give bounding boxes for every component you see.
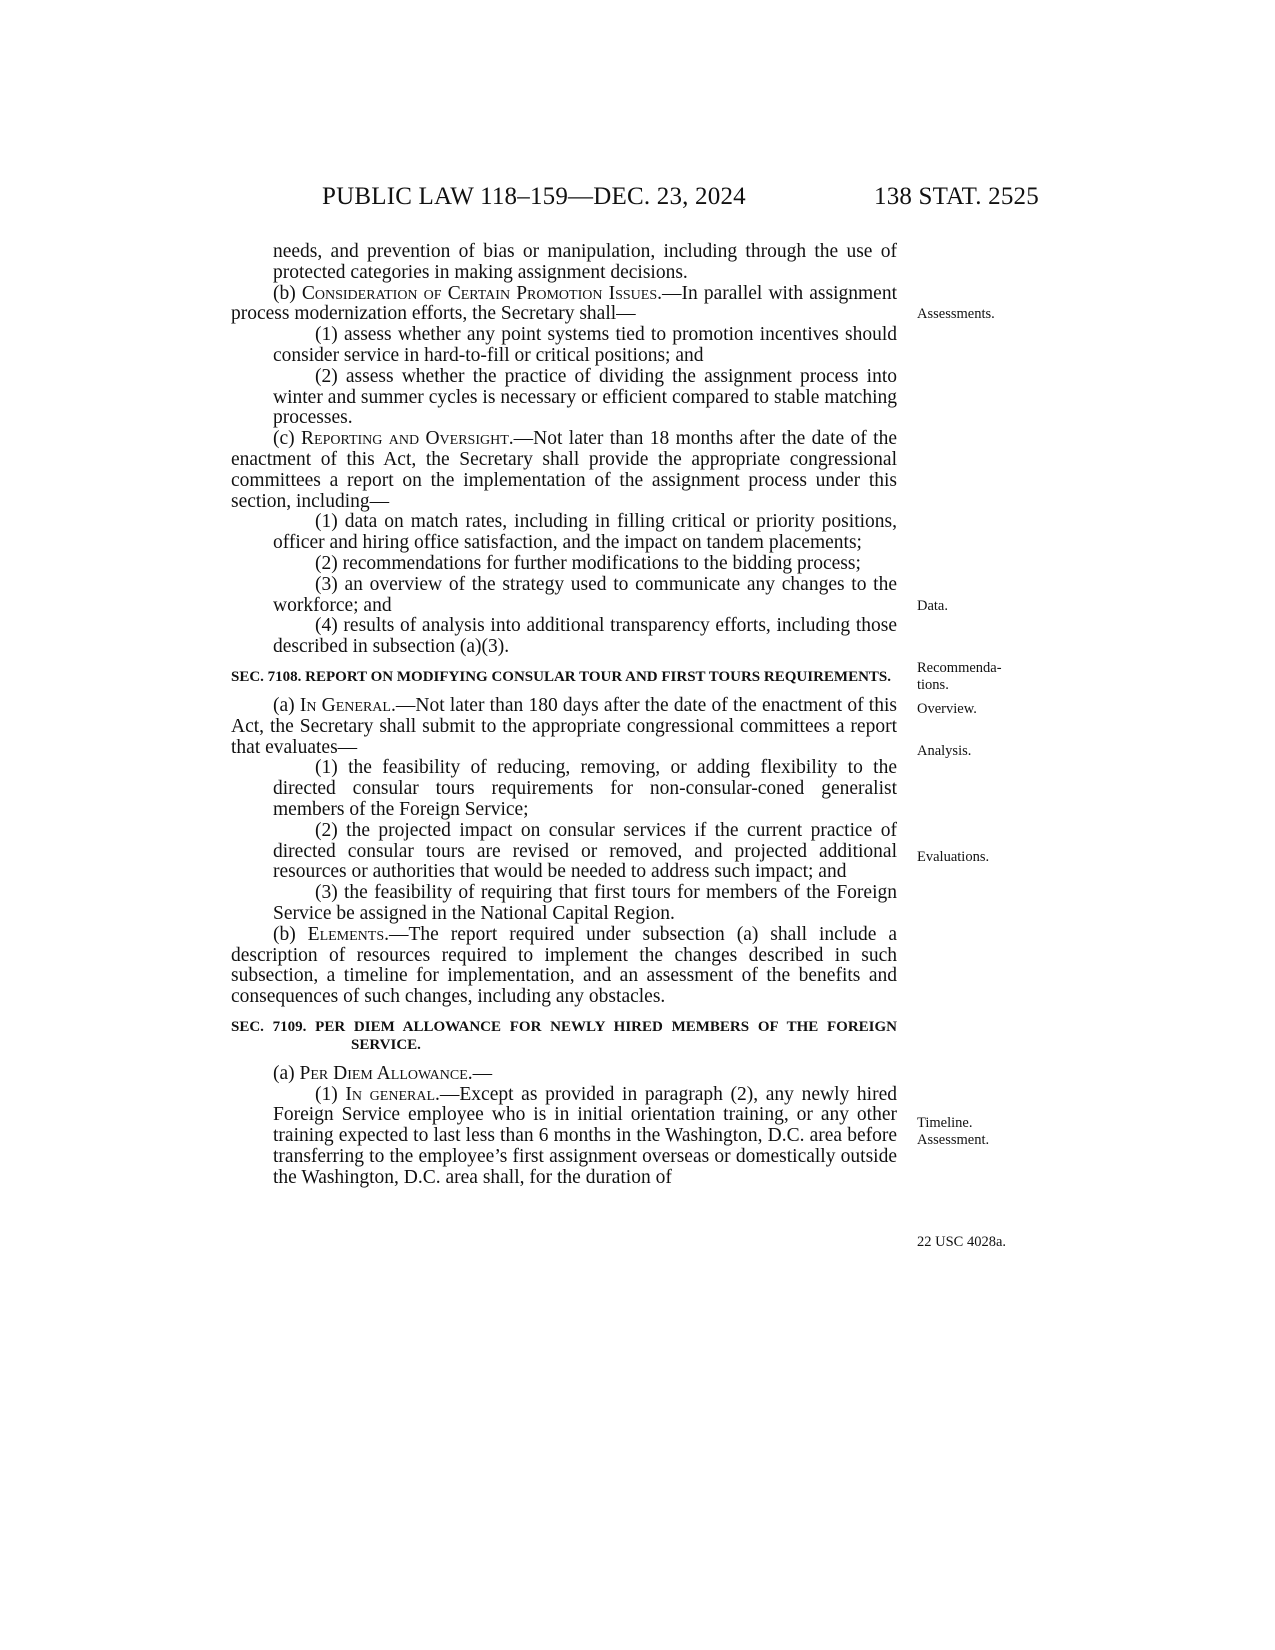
margin-note-recommendations (917, 660, 1002, 693)
subsection-heading: In General (299, 694, 391, 716)
subsection-a-in-general (231, 696, 897, 758)
subsection-b-promotion-issues (231, 284, 897, 326)
paragraph-item: (4) results of analysis into additional transparency efforts, including those described in subsection (a)(3). (273, 615, 897, 658)
margin-note-overview: Overview. (917, 701, 977, 717)
subsection-label: (a) (273, 694, 300, 716)
paragraph-item: (1) data on match rates, including in filling critical or priority positions, officer and hiring office satisfaction, and the impact on tandem placements; (273, 511, 897, 554)
paragraph-item: (2) the projected impact on consular services if the current practice of directed consular tours are revised or removed, and projected additional resources or authorities that would be needed to address such impact; and (273, 819, 897, 883)
subsection-label: (b) (273, 923, 308, 945)
paragraph-continuation: needs, and prevention of bias or manipulation, including through the use of protected categories in making assignment decisions. (273, 241, 897, 283)
margin-note-line: Assessment. (917, 1131, 990, 1148)
subsection-a-per-diem (231, 1064, 897, 1085)
running-header-page-number: 138 STAT. 2525 (874, 183, 1039, 210)
subsection-c-reporting (231, 429, 897, 512)
subsection-text: .—Not later than 180 days after the date of the enactment of this Act, the Secretary shall submit to the appropriate congressional committees a report that evaluates— (231, 694, 897, 758)
subsection-label: (c) (273, 428, 302, 450)
subsection-text: .— (467, 1062, 493, 1084)
margin-note-line: Recommenda- (917, 660, 1002, 676)
subsection-heading: Reporting and Oversight (301, 428, 509, 450)
subsection-label: (a) (273, 1062, 300, 1084)
subsection-heading: Consideration of Certain Promotion Issues (301, 282, 658, 304)
paragraph-item-in-general (231, 1085, 897, 1189)
subsection-label: (b) (273, 282, 302, 304)
margin-note-line: tions. (917, 676, 949, 693)
section-heading-7108: SEC. 7108. REPORT ON MODIFYING CONSULAR TOUR AND FIRST TOURS REQUIREMENTS. (231, 668, 892, 685)
body-text (231, 242, 897, 1189)
running-header-title: PUBLIC LAW 118–159—DEC. 23, 2024 (322, 183, 746, 210)
section-heading-7109: SEC. 7109. PER DIEM ALLOWANCE FOR NEWLY HIRED MEMBERS OF THE FOREIGN SERVICE. (231, 1018, 897, 1053)
paragraph-item: (3) an overview of the strategy used to communicate any changes to the workforce; and (273, 573, 897, 616)
margin-note-evaluations: Evaluations. (917, 849, 990, 865)
paragraph-item: (1) the feasibility of reducing, removing, or adding flexibility to the directed consular tours requirements for non-consular-coned generalist members of the Foreign Service; (273, 757, 897, 820)
margin-note-data: Data. (917, 598, 948, 614)
subsection-text: .—Not later than 18 months after the date of the enactment of this Act, the Secretary shall provide the appropriate congressional committees a report on the implementation of the assignment process under this section, including— (231, 428, 897, 512)
margin-note-line: Timeline. (917, 1115, 973, 1131)
paragraph-item: (2) assess whether the practice of dividing the assignment process into winter and summer cycles is necessary or efficient compared to stable matching processes. (273, 365, 897, 429)
paragraph-text: .—Except as provided in paragraph (2), any newly hired Foreign Service employee who is in initial orientation training, or any other training expected to last less than 6 months in the Washington, D.C. area before transferring to the employee’s first assignment overseas or domestically outside the Washington, D.C. area shall, for the duration of (273, 1083, 897, 1188)
subsection-b-elements (231, 925, 897, 1008)
margin-note-analysis: Analysis. (917, 743, 972, 759)
margin-note-assessments: Assessments. (917, 306, 995, 322)
paragraph-item: (1) assess whether any point systems tied to promotion incentives should consider service in hard-to-fill or critical positions; and (273, 324, 897, 366)
subsection-text: .—The report required under subsection (a) shall include a description of resources required to implement the changes described in such subsection, a timeline for implementation, and an assessment of the benefits and consequences of such changes, including any obstacles. (231, 923, 897, 1008)
subsection-heading: Per Diem Allowance (299, 1062, 468, 1084)
margin-note-usc-citation: 22 USC 4028a. (917, 1234, 1007, 1250)
margin-note-timeline (917, 1115, 989, 1148)
paragraph-item: (3) the feasibility of requiring that first tours for members of the Foreign Service be assigned in the National Capital Region. (273, 882, 897, 924)
subsection-heading: Elements (307, 923, 385, 945)
paragraph-label: (1) (315, 1083, 346, 1105)
subsection-text: .—In parallel with assignment process modernization efforts, the Secretary shall— (231, 282, 897, 325)
paragraph-item: (2) recommendations for further modifications to the bidding process; (315, 552, 861, 574)
paragraph-heading: In general (345, 1083, 435, 1105)
